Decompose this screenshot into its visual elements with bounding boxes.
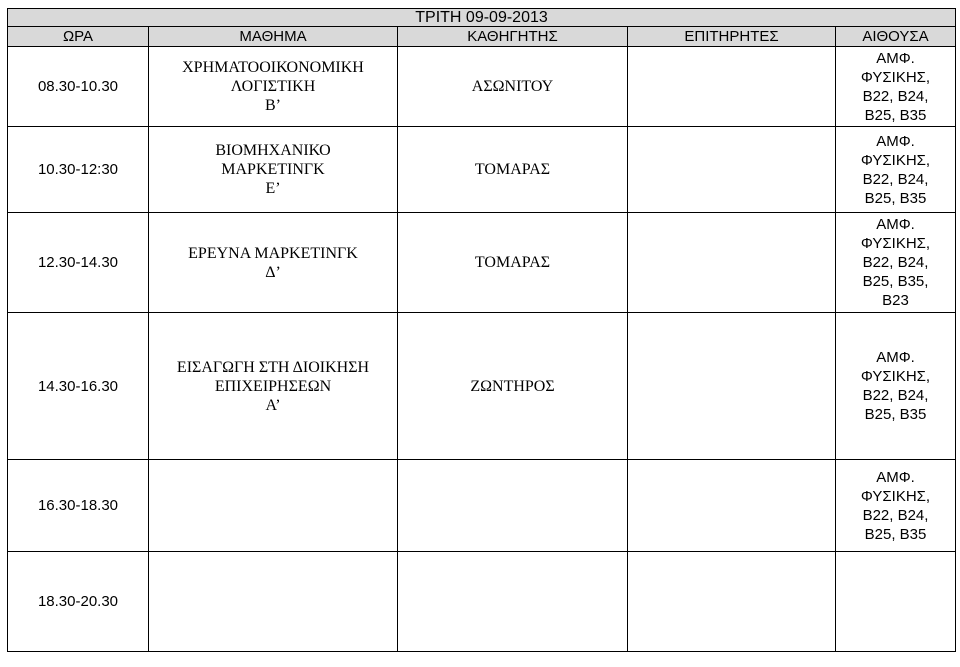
header-row xyxy=(8,27,956,47)
time-cell: 14.30-16.30 xyxy=(8,313,149,460)
header-supervisors: ΕΠΙΤΗΡΗΤΕΣ xyxy=(628,27,836,47)
table-row xyxy=(8,47,956,127)
schedule-date-title: ΤΡΙΤΗ 09-09-2013 xyxy=(8,9,956,27)
table-row xyxy=(8,213,956,313)
professor-cell xyxy=(398,460,628,552)
room-cell: ΑΜΦ. ΦΥΣΙΚΗΣ, Β22, Β24, Β25, Β35 xyxy=(836,460,956,552)
course-cell: ΧΡΗΜΑΤΟΟΙΚΟΝΟΜΙΚΗ ΛΟΓΙΣΤΙΚΗ Β’ xyxy=(149,47,398,127)
supervisors-cell xyxy=(628,460,836,552)
title-row xyxy=(8,9,956,27)
course-cell xyxy=(149,460,398,552)
supervisors-cell xyxy=(628,313,836,460)
header-professor: ΚΑΘΗΓΗΤΗΣ xyxy=(398,27,628,47)
table-row xyxy=(8,552,956,652)
room-cell: ΑΜΦ. ΦΥΣΙΚΗΣ, Β22, Β24, Β25, Β35 xyxy=(836,127,956,213)
supervisors-cell xyxy=(628,47,836,127)
course-cell: ΕΙΣΑΓΩΓΗ ΣΤΗ ΔΙΟΙΚΗΣΗ ΕΠΙΧΕΙΡΗΣΕΩΝ Α’ xyxy=(149,313,398,460)
table-row xyxy=(8,127,956,213)
room-cell: ΑΜΦ. ΦΥΣΙΚΗΣ, Β22, Β24, Β25, Β35 xyxy=(836,313,956,460)
professor-cell: ΤΟΜΑΡΑΣ xyxy=(398,213,628,313)
header-course: ΜΑΘΗΜΑ xyxy=(149,27,398,47)
table-row xyxy=(8,460,956,552)
header-room: ΑΙΘΟΥΣΑ xyxy=(836,27,956,47)
time-cell: 08.30-10.30 xyxy=(8,47,149,127)
supervisors-cell xyxy=(628,552,836,652)
professor-cell: ΑΣΩΝΙΤΟΥ xyxy=(398,47,628,127)
time-cell: 12.30-14.30 xyxy=(8,213,149,313)
course-cell: ΕΡΕΥΝΑ ΜΑΡΚΕΤΙΝΓΚ Δ’ xyxy=(149,213,398,313)
professor-cell: ΖΩΝΤΗΡΟΣ xyxy=(398,313,628,460)
header-time: ΩΡΑ xyxy=(8,27,149,47)
time-cell: 10.30-12:30 xyxy=(8,127,149,213)
professor-cell: ΤΟΜΑΡΑΣ xyxy=(398,127,628,213)
room-cell xyxy=(836,552,956,652)
exam-schedule-table xyxy=(7,8,956,652)
course-cell: ΒΙΟΜΗΧΑΝΙΚΟ ΜΑΡΚΕΤΙΝΓΚ Ε’ xyxy=(149,127,398,213)
room-cell: ΑΜΦ. ΦΥΣΙΚΗΣ, Β22, Β24, Β25, Β35 xyxy=(836,47,956,127)
time-cell: 18.30-20.30 xyxy=(8,552,149,652)
time-cell: 16.30-18.30 xyxy=(8,460,149,552)
table-row xyxy=(8,313,956,460)
supervisors-cell xyxy=(628,213,836,313)
room-cell: ΑΜΦ. ΦΥΣΙΚΗΣ, Β22, Β24, Β25, Β35, Β23 xyxy=(836,213,956,313)
course-cell xyxy=(149,552,398,652)
supervisors-cell xyxy=(628,127,836,213)
professor-cell xyxy=(398,552,628,652)
